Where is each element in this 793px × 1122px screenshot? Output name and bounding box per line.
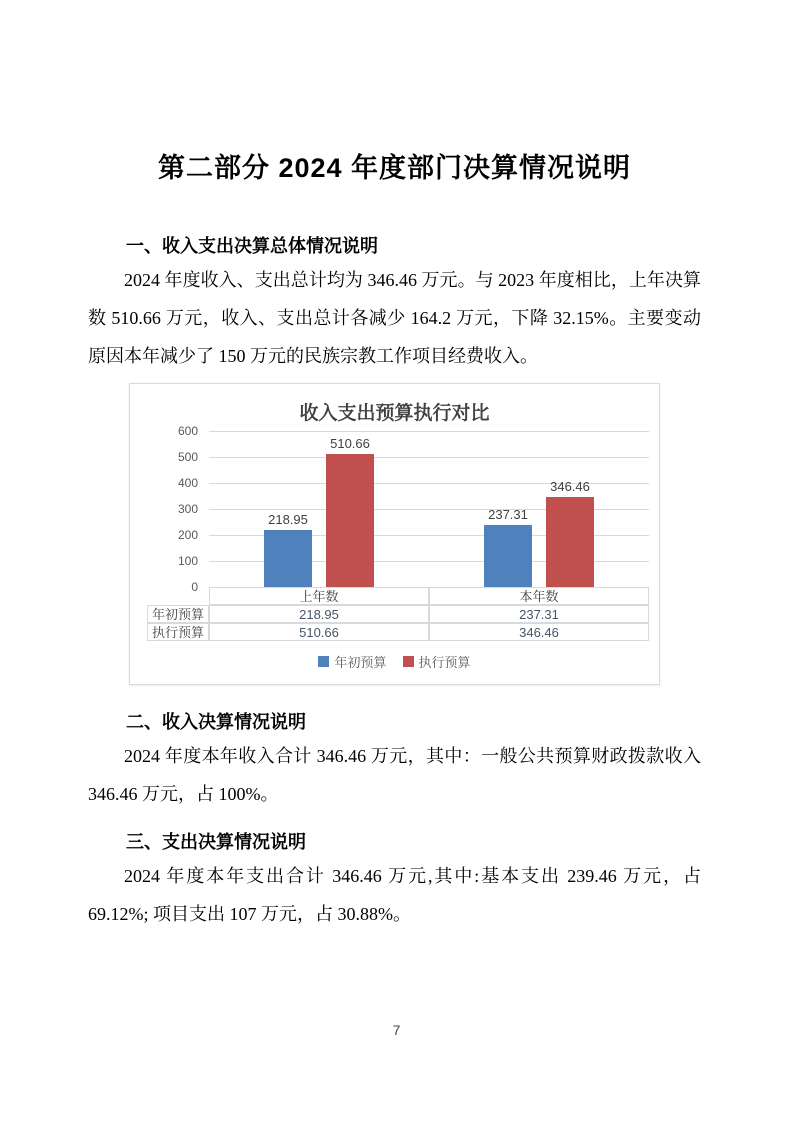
y-axis-tick-label: 500 — [177, 450, 198, 464]
y-axis-tick-label: 400 — [177, 476, 198, 490]
chart-legend — [130, 652, 659, 671]
y-axis-tick-label: 0 — [191, 580, 198, 594]
table-value-cell: 346.46 — [429, 623, 649, 641]
table-value-cell: 218.95 — [209, 605, 429, 623]
table-header-cell: 本年数 — [429, 587, 649, 605]
bar-series2 — [326, 454, 374, 587]
legend-swatch-icon — [403, 656, 414, 667]
bar-value-label: 346.46 — [550, 478, 590, 494]
section-paragraph-3: 2024 年度本年支出合计 346.46 万元,其中:基本支出 239.46 万元，占 69.12%; 项目支出 107 万元，占 30.88%。 — [88, 866, 701, 924]
table-header-cell: 上年数 — [209, 587, 429, 605]
chart-gridline — [209, 431, 649, 432]
y-axis-tick-label: 300 — [177, 502, 198, 516]
legend-item — [403, 652, 471, 671]
table-value-cell: 237.31 — [429, 605, 649, 623]
section-heading-2: 二、收入决算情况说明 — [126, 712, 306, 732]
legend-label: 执行预算 — [418, 655, 471, 670]
legend-swatch-icon — [318, 656, 329, 667]
chart-gridline — [209, 457, 649, 458]
bar-series1 — [264, 530, 312, 587]
chart-title: 收入支出预算执行对比 — [299, 403, 490, 424]
bar-value-label: 510.66 — [330, 436, 370, 452]
page-title: 第二部分 2024 年度部门决算情况说明 — [157, 153, 632, 183]
page-number: 7 — [392, 1022, 401, 1038]
table-row-label: 执行预算 — [147, 623, 209, 641]
y-axis-tick-label: 100 — [177, 554, 198, 568]
budget-comparison-chart — [129, 383, 660, 685]
y-axis-tick-label: 200 — [177, 528, 198, 542]
table-value-cell: 510.66 — [209, 623, 429, 641]
section-paragraph-2: 2024 年度本年收入合计 346.46 万元，其中：一般公共预算财政拨款收入 346.46 万元，占 100%。 — [88, 746, 701, 804]
y-axis-tick-label: 600 — [177, 424, 198, 438]
legend-item — [318, 652, 386, 671]
section-heading-3: 三、支出决算情况说明 — [126, 832, 306, 852]
section-heading-1: 一、收入支出决算总体情况说明 — [126, 236, 378, 256]
bar-value-label: 218.95 — [268, 512, 308, 528]
legend-label: 年初预算 — [334, 655, 387, 670]
bar-value-label: 237.31 — [488, 507, 528, 523]
bar-series2 — [546, 497, 594, 587]
table-row-label: 年初预算 — [147, 605, 209, 623]
bar-series1 — [484, 525, 532, 587]
section-paragraph-1: 2024 年度收入、支出总计均为 346.46 万元。与 2023 年度相比，上年决算数 510.66 万元，收入、支出总计各减少 164.2 万元，下降 32.15%。主要变动原因本年减少了 150 万元的民族宗教工作项目经费收入。 — [88, 270, 701, 366]
